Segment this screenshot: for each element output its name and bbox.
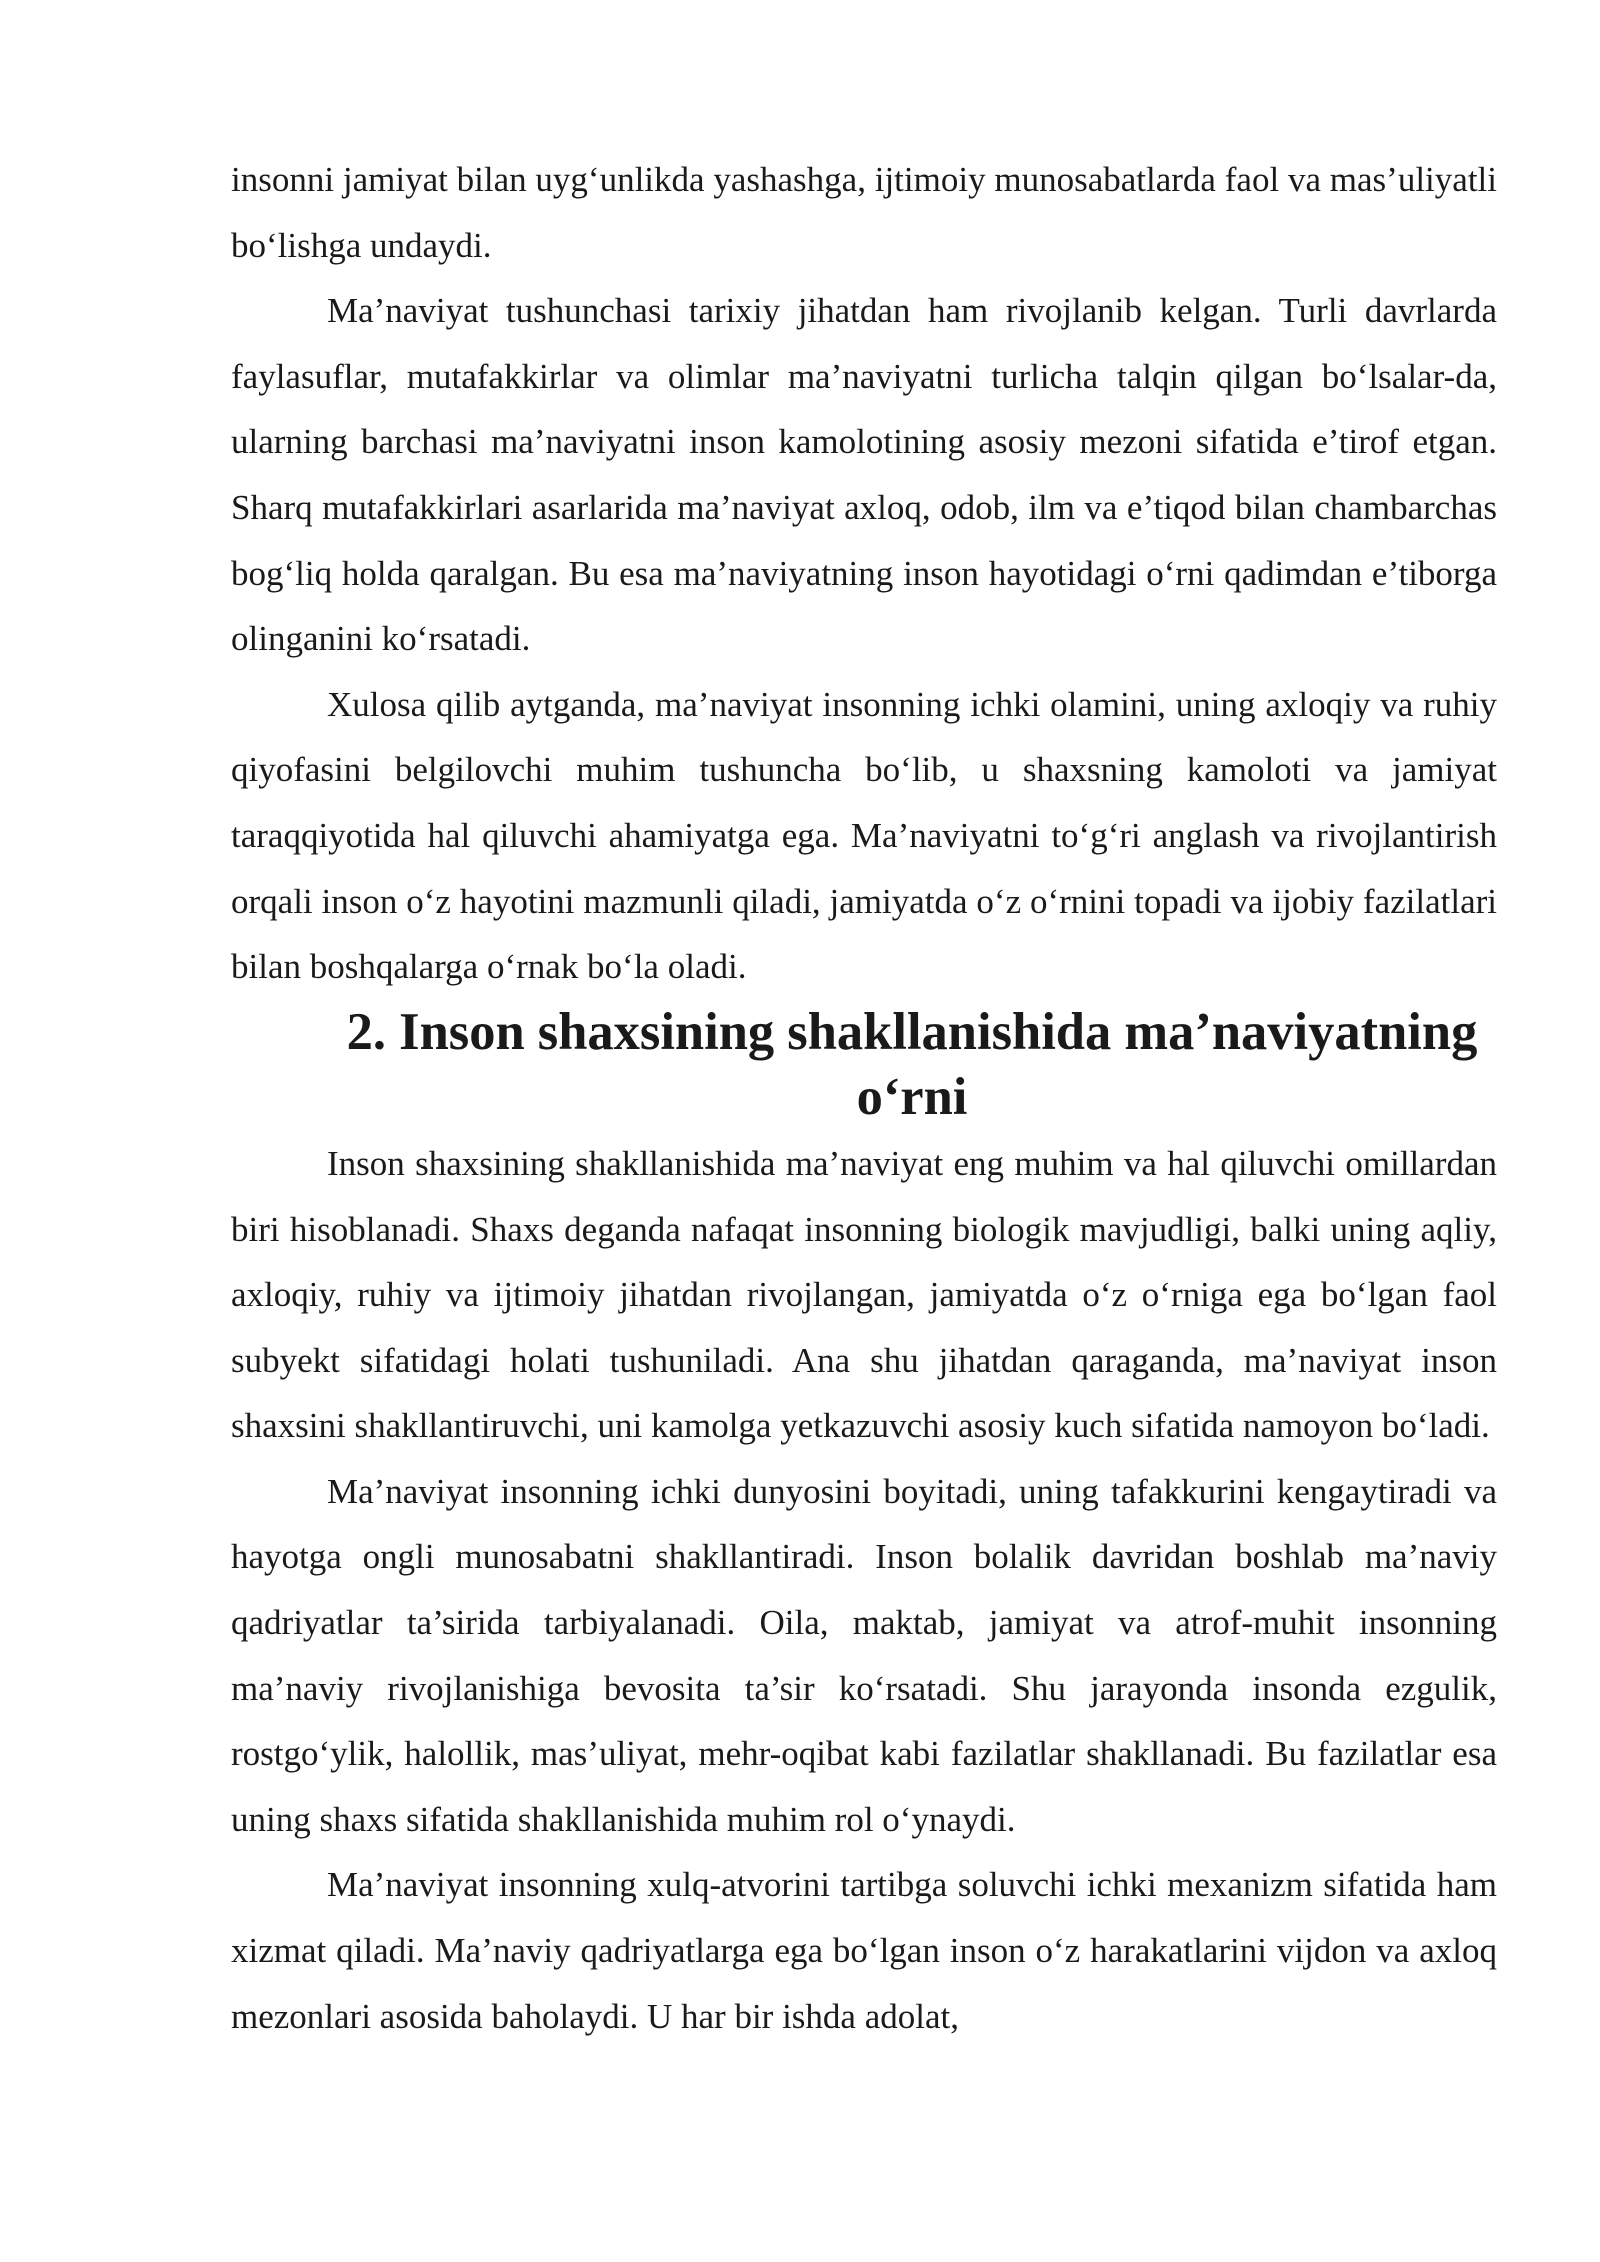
paragraph-historical-development: Ma’naviyat tushunchasi tarixiy jihatdan ham rivojlanib kelgan. Turli davrlarda faylasuflar, mutafakkirlar va olimlar ma’naviyatni turlicha talqin qilgan bo‘lsalar-da, ularning barchasi ma’naviyatni inson kamolotining asosiy mezoni sifatida e’tirof etgan. Sharq mutafakkirlari asarlarida ma’naviyat axloq, odob, ilm va e’tiqod bilan chambarchas bog‘liq holda qaralgan. Bu esa ma’naviyatning inson hayotidagi o‘rni qadimdan e’tiborga olinganini ko‘rsatadi. [231,291,1497,659]
paragraph-inner-world: Ma’naviyat insonning ichki dunyosini boyitadi, uning tafakkurini kengaytiradi va hayotga ongli munosabatni shakllantiradi. Inson bolalik davridan boshlab ma’naviy qadriyatlar ta’sirida tarbiyalanadi. Oila, maktab, jamiyat va atrof-muhit insonning ma’naviy rivojlanishiga bevosita ta’sir ko‘rsatadi. Shu jarayonda insonda ezgulik, rostgo‘ylik, halollik, mas’uliyat, mehr-oqibat kabi fazilatlar shakllanadi. Bu fazilatlar esa uning shaxs sifatida shakllanishida muhim rol o‘ynaydi. [231,1471,1497,1839]
section-heading: 2. Inson shaxsining shakllanishida ma’naviyatning o‘rni [346,1002,1478,1127]
paragraph-personality-formation: Inson shaxsining shakllanishida ma’naviyat eng muhim va hal qiluvchi omillardan biri hisoblanadi. Shaxs deganda nafaqat insonning biologik mavjudligi, balki uning aqliy, axloqiy, ruhiy va ijtimoiy jihatdan rivojlangan, jamiyatda o‘z o‘rniga ega bo‘lgan faol subyekt sifatidagi holati tushuniladi. Ana shu jihatdan qaraganda, ma’naviyat inson shaxsini shakllantiruvchi, uni kamolga yetkazuvchi asosiy kuch sifatida namoyon bo‘ladi. [231,1143,1497,1446]
paragraph-behavior-regulation: Ma’naviyat insonning xulq-atvorini tartibga soluvchi ichki mexanizm sifatida ham xizmat qiladi. Ma’naviy qadriyatlarga ega bo‘lgan inson o‘z harakatlarini vijdon va axloq mezonlari asosida baholaydi. U har bir ishda adolat, [231,1865,1497,2036]
document-body [231,147,1497,2049]
paragraph-conclusion: Xulosa qilib aytganda, ma’naviyat insonning ichki olamini, uning axloqiy va ruhiy qiyofasini belgilovchi muhim tushuncha bo‘lib, u shaxsning kamoloti va jamiyat taraqqiyotida hal qiluvchi ahamiyatga ega. Ma’naviyatni to‘g‘ri anglash va rivojlantirish orqali inson o‘z hayotini mazmunli qiladi, jamiyatda o‘z o‘rnini topadi va ijobiy fazilatlari bilan boshqalarga o‘rnak bo‘la oladi. [231,684,1497,987]
paragraph-continuation: insonni jamiyat bilan uyg‘unlikda yashashga, ijtimoiy munosabatlarda faol va mas’uliyatli bo‘lishga undaydi. [231,160,1497,265]
